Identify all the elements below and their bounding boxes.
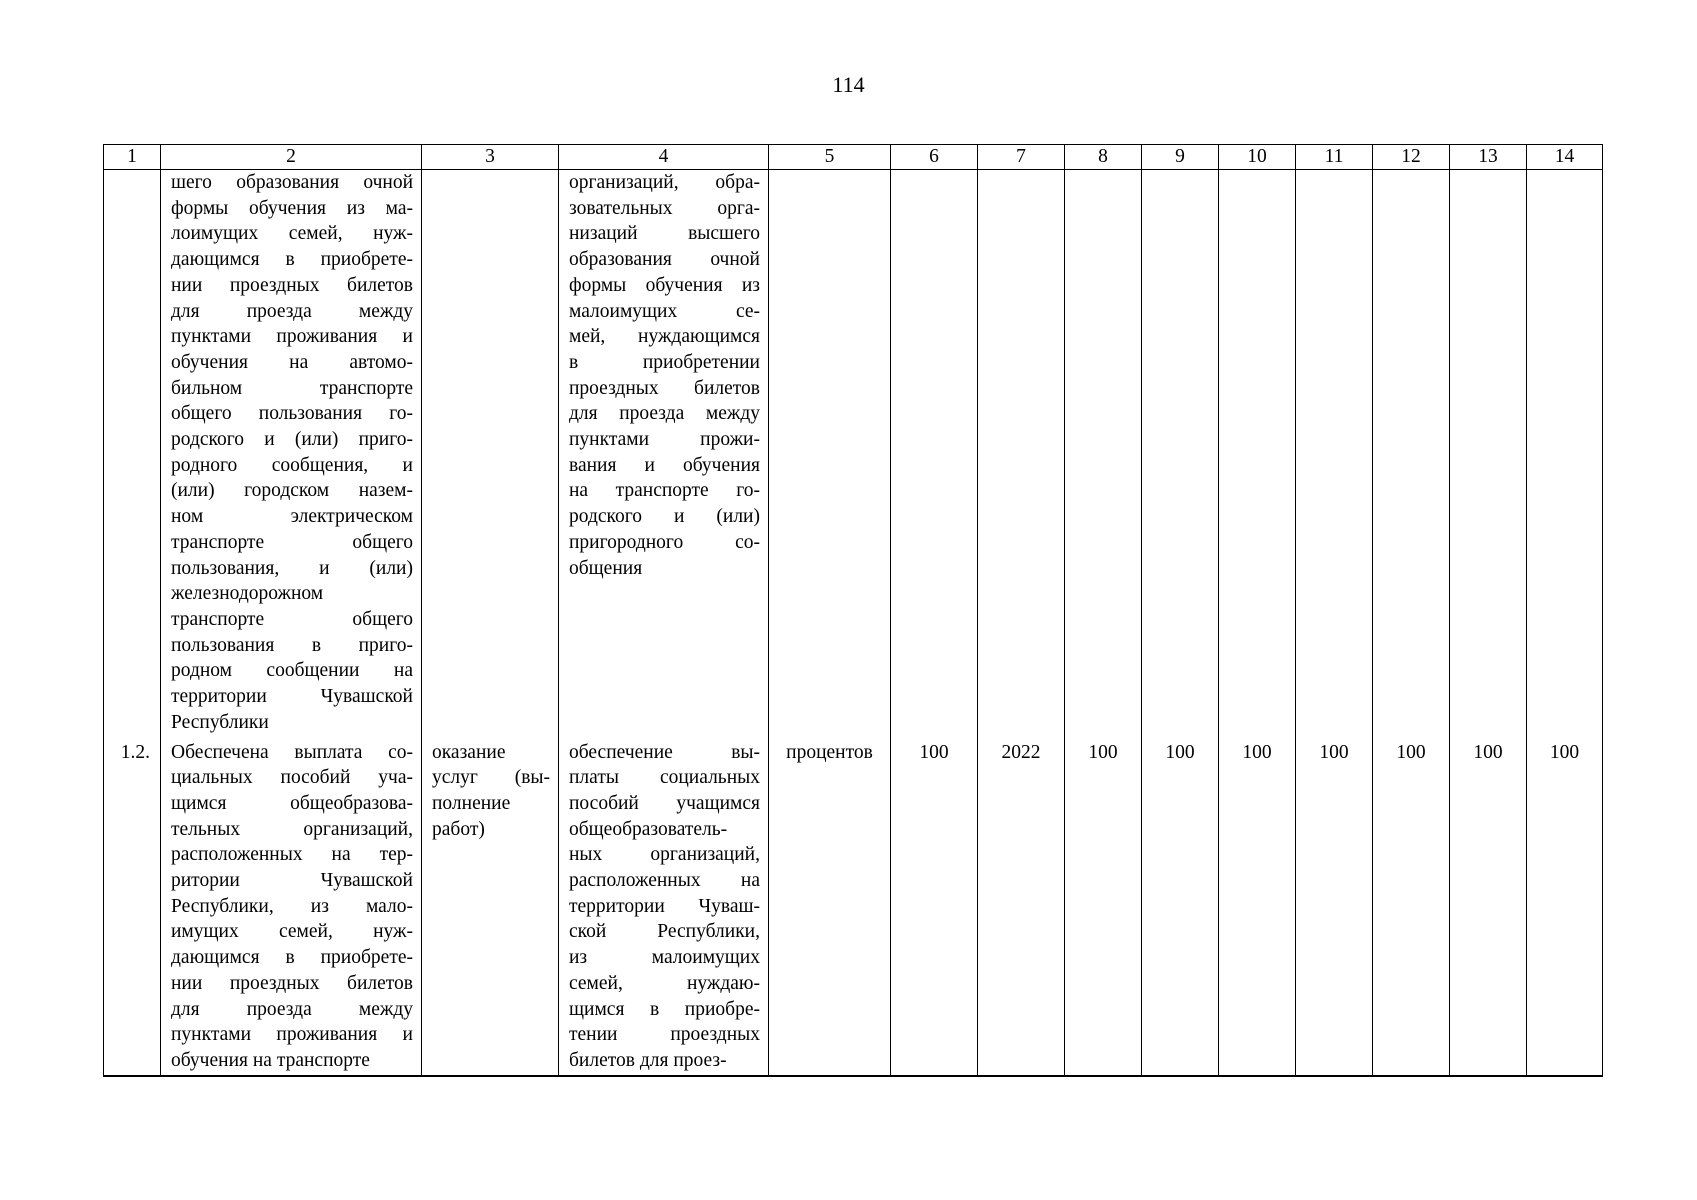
text-line: ритории Чувашской <box>171 870 413 892</box>
text-line: тельных организаций, <box>171 818 413 840</box>
text-line: услуг (вы- <box>432 767 550 789</box>
text-line: щимся в приобре- <box>569 998 760 1020</box>
result-description <box>161 740 422 1076</box>
value-cell: 100 <box>1373 740 1450 1076</box>
value-cell: 100 <box>1296 740 1373 1076</box>
page-number: 114 <box>832 72 865 97</box>
column-number: 5 <box>769 145 891 170</box>
value-cell: 100 <box>891 740 978 1076</box>
text-line: в приобретении <box>569 351 760 373</box>
text-line: обеспечение вы- <box>569 741 760 763</box>
column-number: 9 <box>1142 145 1219 170</box>
result-characteristic <box>559 740 769 1076</box>
text-line: образования очной <box>569 249 760 271</box>
text-line: расположенных на тер- <box>171 844 413 866</box>
result-type <box>422 170 559 740</box>
value-cell <box>891 170 978 740</box>
text-line: территории Чуваш- <box>569 895 760 917</box>
text-line: обучения на автомо- <box>171 351 413 373</box>
text-line: родского и (или) <box>569 506 760 528</box>
column-number: 1 <box>104 145 161 170</box>
text-line: дающимся в приобрете- <box>171 249 413 271</box>
text-line: для проезда между <box>171 998 413 1020</box>
text-line: платы социальных <box>569 767 760 789</box>
value-cell <box>978 170 1065 740</box>
result-type <box>422 740 559 1076</box>
text-line: формы обучения из <box>569 274 760 296</box>
text-line: общего пользования го- <box>171 403 413 425</box>
column-number: 14 <box>1527 145 1603 170</box>
text-line: пунктами проживания и <box>171 326 413 348</box>
unit-cell <box>769 170 891 740</box>
text-line: общения <box>569 557 643 579</box>
text-line: родского и (или) приго- <box>171 429 413 451</box>
text-line: для проезда между <box>171 300 413 322</box>
text-line: тении проездных <box>569 1024 760 1046</box>
text-line: родного сообщения, и <box>171 454 413 476</box>
result-characteristic <box>559 170 769 740</box>
text-line: полнение <box>432 792 511 814</box>
value-cell <box>1450 170 1527 740</box>
column-number: 8 <box>1065 145 1142 170</box>
text-line: зовательных орга- <box>569 197 760 219</box>
row-number: 1.2. <box>104 740 161 1076</box>
text-line: малоимущих се- <box>569 300 760 322</box>
value-cell <box>1142 170 1219 740</box>
result-description <box>161 170 422 740</box>
text-line: пунктами проживания и <box>171 1024 413 1046</box>
text-line: мей, нуждающимся <box>569 326 760 348</box>
text-line: циальных пособий уча- <box>171 767 413 789</box>
text-line: проездных билетов <box>569 377 760 399</box>
row-number <box>104 170 161 740</box>
text-line: работ) <box>432 818 485 840</box>
table-row <box>104 740 1603 1076</box>
text-line: пользования в приго- <box>171 634 413 656</box>
text-line: пользования, и (или) <box>171 557 413 579</box>
column-number: 4 <box>559 145 769 170</box>
text-line: Обеспечена выплата со- <box>171 741 413 763</box>
text-line: общеобразователь- <box>569 818 728 840</box>
value-cell <box>1527 170 1603 740</box>
value-cell: 100 <box>1219 740 1296 1076</box>
text-line: имущих семей, нуж- <box>171 921 413 943</box>
text-line: ном электрическом <box>171 506 413 528</box>
text-line: для проезда между <box>569 403 760 425</box>
text-line: билетов для проез- <box>569 1049 727 1071</box>
text-line: пособий учащимся <box>569 792 760 814</box>
value-cell <box>1296 170 1373 740</box>
indicators-table <box>103 144 1603 1077</box>
value-cell <box>1065 170 1142 740</box>
text-line: организаций, обра- <box>569 172 760 193</box>
column-number: 12 <box>1373 145 1450 170</box>
column-number: 6 <box>891 145 978 170</box>
text-line: транспорте общего <box>171 608 413 630</box>
column-number: 3 <box>422 145 559 170</box>
column-number: 11 <box>1296 145 1373 170</box>
text-line: ской Республики, <box>569 921 760 943</box>
text-line: бильном транспорте <box>171 377 413 399</box>
text-line: шего образования очной <box>171 172 413 193</box>
text-line: лоимущих семей, нуж- <box>171 223 413 245</box>
column-number: 10 <box>1219 145 1296 170</box>
text-line: щимся общеобразова- <box>171 792 413 814</box>
column-number: 2 <box>161 145 422 170</box>
value-cell <box>1219 170 1296 740</box>
table-header-row <box>104 145 1603 170</box>
text-line: транспорте общего <box>171 531 413 553</box>
value-cell <box>1373 170 1450 740</box>
text-line: вания и обучения <box>569 454 760 476</box>
column-number: 7 <box>978 145 1065 170</box>
text-line: на транспорте го- <box>569 480 760 502</box>
text-line: пунктами прожи- <box>569 429 760 451</box>
text-line: оказание <box>432 741 506 763</box>
text-line: нии проездных билетов <box>171 972 413 994</box>
text-line: из малоимущих <box>569 947 760 969</box>
table-row <box>104 170 1603 740</box>
text-line: ных организаций, <box>569 844 760 866</box>
text-line: (или) городском назем- <box>171 480 413 502</box>
text-line: территории Чувашской <box>171 686 413 708</box>
value-cell: 100 <box>1527 740 1603 1076</box>
text-line: обучения на транспорте <box>171 1049 370 1071</box>
text-line: семей, нуждаю- <box>569 972 760 994</box>
text-line: расположенных на <box>569 870 760 892</box>
value-cell: 100 <box>1142 740 1219 1076</box>
year-cell: 2022 <box>978 740 1065 1076</box>
unit-cell: процентов <box>769 740 891 1076</box>
text-line: Республики, из мало- <box>171 895 413 917</box>
text-line: нии проездных билетов <box>171 274 413 296</box>
text-line: железнодорожном <box>171 583 324 605</box>
text-line: пригородного со- <box>569 531 760 553</box>
text-line: низаций высшего <box>569 223 760 245</box>
text-line: Республики <box>171 711 269 733</box>
text-line: родном сообщении на <box>171 660 413 682</box>
text-line: формы обучения из ма- <box>171 197 413 219</box>
text-line: дающимся в приобрете- <box>171 947 413 969</box>
value-cell: 100 <box>1450 740 1527 1076</box>
value-cell: 100 <box>1065 740 1142 1076</box>
column-number: 13 <box>1450 145 1527 170</box>
